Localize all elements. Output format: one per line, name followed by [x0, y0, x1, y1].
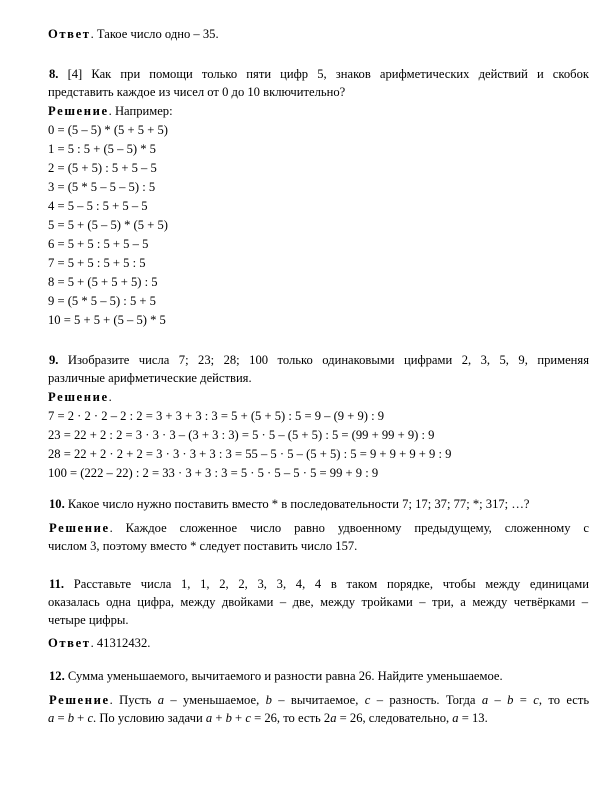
problem-11-line-2: оказалась одна цифра, между двойками – две, между тройками – три, а между четвёрками – — [48, 595, 588, 609]
solution-text: + — [215, 711, 223, 725]
variable-a: a — [481, 693, 489, 707]
solution-text: + — [77, 711, 85, 725]
problem-8-line-2: представить каждое из чисел от 0 до 10 включительно? — [48, 85, 346, 99]
solution-text: = 26, следовательно, — [339, 711, 450, 725]
equation-line: 9 = (5 * 5 – 5) : 5 + 5 — [48, 294, 156, 308]
variable-a: a — [452, 711, 459, 725]
problem-8-solution — [48, 104, 173, 119]
problem-8-number: 8. — [49, 67, 59, 81]
problem-9-number: 9. — [49, 353, 59, 367]
problem-8-line-1 — [49, 67, 589, 82]
solution-text: = — [57, 711, 65, 725]
variable-a: a — [330, 711, 337, 725]
equation-line: 28 = 22 + 2 · 2 + 2 = 3 · 3 · 3 + 3 : 3 = 55 – 5 · 5 – (5 + 5) : 5 = 9 + 9 + 9 + 9 : 9 — [48, 447, 452, 461]
variable-c: c — [245, 711, 251, 725]
solution-label: Решение — [49, 521, 110, 535]
solution-label: Решение — [48, 390, 109, 404]
problem-11-text-1: Расставьте числа 1, 1, 2, 2, 3, 3, 4, 4 в таком порядке, чтобы между единицами — [73, 577, 589, 591]
variable-b: b — [225, 711, 232, 725]
solution-text: – — [494, 693, 501, 707]
equation-line: 7 = 5 + 5 : 5 + 5 : 5 — [48, 256, 146, 270]
variable-a: a — [48, 711, 55, 725]
problem-12-text-1: Сумма уменьшаемого, вычитаемого и разности равна 26. Найдите уменьшаемое. — [67, 669, 503, 683]
variable-c: c — [87, 711, 94, 725]
equation-line: 6 = 5 + 5 : 5 + 5 – 5 — [48, 237, 149, 251]
variable-b: b — [265, 693, 272, 707]
problem-10-solution-2: числом 3, поэтому вместо * следует поставить число 157. — [48, 539, 358, 553]
solution-text: . По условию задачи — [93, 711, 203, 725]
answer-label: Ответ — [48, 27, 91, 41]
problem-10-text-1: Какое число нужно поставить вместо * в последовательности 7; 17; 37; 77; *; 317; …? — [67, 497, 530, 511]
solution-label: Решение — [48, 104, 109, 118]
problem-11-line-3: четыре цифры. — [48, 613, 129, 627]
variable-b: b — [507, 693, 514, 707]
equation-line: 3 = (5 * 5 – 5 – 5) : 5 — [48, 180, 156, 194]
problem-11-number: 11. — [49, 577, 65, 591]
variable-a: a — [205, 711, 213, 725]
variable-a: a — [157, 693, 165, 707]
equation-line: 2 = (5 + 5) : 5 + 5 – 5 — [48, 161, 157, 175]
problem-10-number: 10. — [49, 497, 65, 511]
problem-11-answer — [48, 636, 150, 651]
solution-text: . Пусть — [109, 693, 152, 707]
problem-9-solution — [48, 390, 112, 405]
solution-text: – уменьшаемое, — [170, 693, 260, 707]
problem-9-line-2: различные арифметические действия. — [48, 371, 252, 385]
problem-8-text-1: [4] Как при помощи только пяти цифр 5, знаков арифметических действий и скобок — [67, 67, 589, 81]
answer-text: . Такое число одно – 35. — [90, 27, 219, 41]
solution-text: . Каждое сложенное число равно удвоенному предыдущему, сложенному с — [109, 521, 589, 535]
solution-text: + — [235, 711, 243, 725]
problem-11-line-1 — [49, 577, 589, 592]
answer-prev-line — [48, 27, 219, 42]
solution-text: – вычитаемое, — [278, 693, 359, 707]
problem-10-solution-1 — [49, 521, 589, 536]
solution-text: . Например: — [108, 104, 173, 118]
variable-b: b — [67, 711, 75, 725]
answer-label: Ответ — [48, 636, 91, 650]
variable-c: c — [533, 693, 539, 707]
problem-12-number: 12. — [49, 669, 65, 683]
equation-line: 7 = 2 · 2 · 2 – 2 : 2 = 3 + 3 + 3 : 3 = 5 + (5 + 5) : 5 = 9 – (9 + 9) : 9 — [48, 409, 385, 423]
problem-9-text-1: Изобразите числа 7; 23; 28; 100 только одинаковыми цифрами 2, 3, 5, 9, применяя — [67, 353, 589, 367]
variable-c: c — [364, 693, 371, 707]
solution-text: . — [108, 390, 112, 404]
problem-9-line-1 — [49, 353, 589, 368]
equation-line: 1 = 5 : 5 + (5 – 5) * 5 — [48, 142, 156, 156]
problem-12-solution-2 — [48, 711, 488, 726]
problem-12-solution-1 — [49, 693, 589, 708]
equation-line: 23 = 22 + 2 : 2 = 3 · 3 · 3 – (3 + 3 : 3) = 5 · 5 – (5 + 5) : 5 = (99 + 99 + 9) : 9 — [48, 428, 435, 442]
equation-line: 4 = 5 – 5 : 5 + 5 – 5 — [48, 199, 148, 213]
solution-text: , то есть — [538, 693, 590, 707]
equation-line: 0 = (5 – 5) * (5 + 5 + 5) — [48, 123, 168, 137]
solution-text: = 13. — [461, 711, 488, 725]
solution-text: – разность. Тогда — [376, 693, 476, 707]
equation-line: 100 = (222 – 22) : 2 = 33 · 3 + 3 : 3 = 5 · 5 · 5 – 5 · 5 = 99 + 9 : 9 — [48, 466, 379, 480]
problem-10-line-1 — [49, 497, 530, 512]
solution-label: Решение — [49, 693, 110, 707]
solution-text: = — [519, 693, 527, 707]
solution-text: = 26, то есть 2 — [254, 711, 331, 725]
answer-text: . 41312432. — [90, 636, 151, 650]
equation-line: 8 = 5 + (5 + 5 + 5) : 5 — [48, 275, 158, 289]
equation-line: 10 = 5 + 5 + (5 – 5) * 5 — [48, 313, 166, 327]
equation-line: 5 = 5 + (5 – 5) * (5 + 5) — [48, 218, 168, 232]
problem-12-line-1 — [49, 669, 503, 684]
